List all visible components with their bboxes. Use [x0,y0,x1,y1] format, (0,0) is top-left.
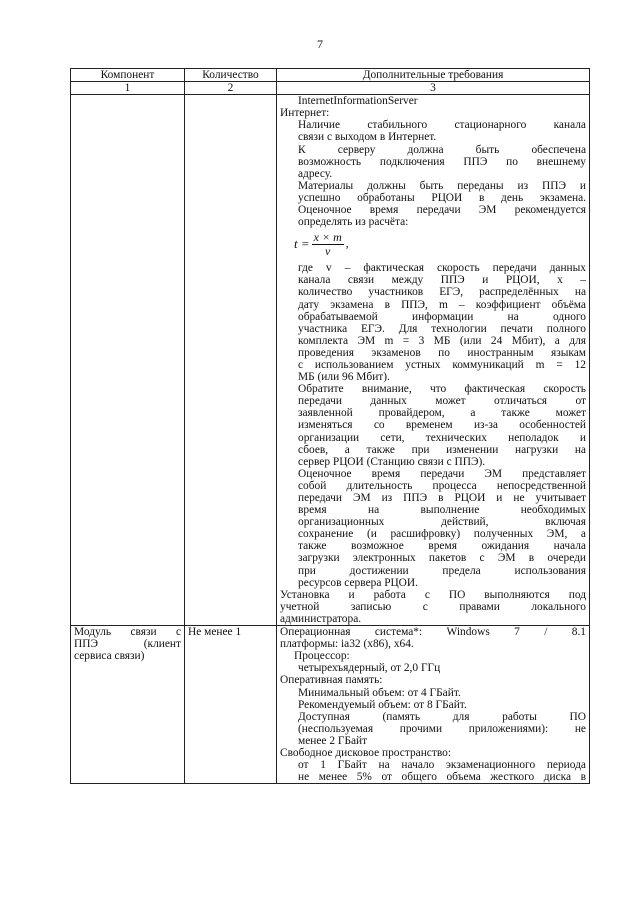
text-line: Оценочное время передачи ЭМ рекомендуется [298,204,586,217]
header-requirements: Дополнительные требования [277,69,590,82]
text-line: Материалы должны быть переданы из ППЭ и [298,179,586,192]
formula-lhs: t = [294,236,310,252]
column-number-2: 2 [185,82,277,95]
text-line: сервиса связи) [74,650,145,663]
row1-quantity [185,95,277,626]
row2-quantity [185,626,277,784]
row2-component [71,626,185,784]
text-line: сервер РЦОИ (Станцию связи с ППЭ). [298,455,486,468]
text-line: заявленной провайдером, а также может [298,407,586,420]
text-line: Минимальный объем: от 4 ГБайт. [298,686,461,699]
text-line: менее 2 ГБайт [298,734,368,747]
header-component: Компонент [71,69,185,82]
text-line: МБ (или 96 Мбит). [298,371,390,384]
text-line: Операционная система*: Windows 7 / 8.1 [280,626,586,639]
text-line: учетной записью с правами локального [280,600,586,613]
column-number-row [71,82,590,95]
text-line: администратора. [280,612,362,625]
row1-component [71,95,185,626]
formula-tail: , [345,238,349,251]
text-line: Не менее 1 [188,626,242,639]
text-line: Доступная (память для работы ПО [298,710,586,723]
table-row [71,626,590,784]
text-line: комплекта ЭМ m = 3 МБ (или 24 Мбит), а для [298,334,586,347]
text-line: Модуль связи с [74,626,181,639]
text-line: передачи ЭМ из ППЭ в РЦОИ и не учитывает [298,492,586,504]
text-line: Установка и работа с ПО выполняются под [280,588,586,601]
text-line: собой длительность процесса непосредственной [298,479,586,492]
text-line: от 1 ГБайт на начало экзаменационного периода [298,759,586,772]
text-line: Свободное дисковое пространство: [280,746,452,759]
text-line: изменяться со временем из-за особенностей [298,419,586,432]
formula-denominator: v [325,243,331,258]
row2-requirements [277,626,590,784]
text-line: адресу. [298,167,333,180]
requirements-table [70,68,590,784]
text-line: связи с выходом в Интернет. [298,131,437,144]
text-line: К серверу должна быть обеспечена [298,143,586,156]
text-line: Оперативная память: [280,674,383,687]
text-line: также возможное время ожидания начала [298,540,586,553]
page-number: 7 [317,37,323,51]
text-line: организации сети, технических неполадок и [298,431,586,444]
text-line: организационных действий, включая [298,516,586,529]
formula-numerator: x × m [313,229,342,244]
text-line: участника ЕГЭ. Для технологии печати полного [298,322,586,335]
table-row [71,95,590,626]
text-line: Рекомендуемый объем: от 8 ГБайт. [298,698,467,711]
text-line: время на выполнение необходимых [298,504,586,517]
text-line: сохранение (и расшифровку) полученных ЭМ, а [298,528,586,541]
text-line: дату экзамена в ППЭ, m – коэффициент объёма [298,298,586,311]
formula [280,229,586,259]
text-line: (неспользуемая прочими приложениями): не [298,722,586,735]
text-line: где v – фактическая скорость передачи данных [298,262,586,275]
text-line: успешно обработаны РЦОИ в день экзамена. [298,191,586,204]
text-line: сбоев, а также при изменении нагрузки на [298,443,586,456]
text-line: при достижении предела использования [298,564,586,577]
text-line: проведения экзаменов по иностранным языкам [298,346,586,359]
text-line: Наличие стабильного стационарного канала [298,119,586,132]
column-number-1: 1 [71,82,185,95]
text-line: обрабатываемой информации на одного [298,310,586,323]
text-line: передачи данных может отличаться от [298,395,586,408]
text-line: возможность подключения ППЭ по внешнему [298,155,586,168]
text-line: количество участников ЕГЭ, распределённых на [298,286,586,299]
text-line: ресурсов сервера РЦОИ. [298,576,418,589]
text-line: Процессор: [294,650,350,663]
header-quantity: Количество [185,69,277,82]
text-line: с использованием устных коммуникаций m = 12 [298,358,586,371]
table-header-row [71,69,590,82]
text-line: Оценочное время передачи ЭМ представляет [298,467,586,480]
text-line: InternetInformationServer [298,95,418,108]
text-line: Обратите внимание, что фактическая скорость [298,383,586,396]
formula-fraction [312,231,344,258]
text-line: канала связи между ППЭ и РЦОИ, x – [298,274,586,287]
text-line: не менее 5% от общего объема жесткого диска в [298,771,586,784]
text-line: четырехъядерный, от 2,0 ГГц [298,662,441,675]
text-line: ППЭ (клиент [74,638,181,651]
text-line: Интернет: [280,107,330,120]
text-line: загрузки электронных пакетов с ЭМ в очереди [298,552,586,565]
row1-requirements [277,95,590,626]
text-line: платформы: ia32 (x86), x64. [280,638,414,651]
column-number-3: 3 [277,82,590,95]
text-line: определять из расчёта: [298,216,409,229]
